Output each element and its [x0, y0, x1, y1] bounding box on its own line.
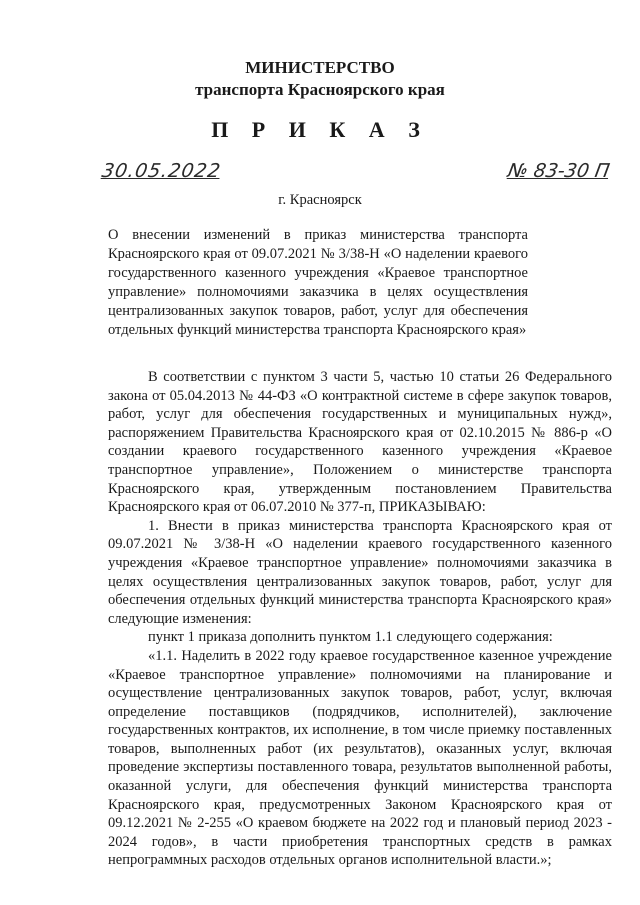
city-line: г. Красноярск: [278, 192, 362, 208]
handwritten-date: 30.05.2022: [100, 160, 223, 182]
item-1-sub-paragraph: пункт 1 приказа дополнить пунктом 1.1 следующего содержания:: [148, 629, 553, 646]
item-1-1-paragraph: «1.1. Наделить в 2022 году краевое государственное казенное учреждение «Краевое транспортное управление» полномочиями на планирование и осуществление централизованных закупок товаров, работ, услуг, включая определение поставщиков (подрядчиков, исполнителей), заключение государственных контрактов, их исполнение, в том числе приемку поставленных товаров, выполненных работ (их результатов), оказанных услуг, включая проведение экспертизы поставленного товара, результатов выполненной работы, оказанной услуги, для обеспечения функций министерства транспорта Красноярского края, предусмотренных Законом Красноярского края от 09.12.2021 № 2-255 «О краевом бюджете на 2022 год и плановый период 2023 - 2024 годов», в части приобретения транспортных средств в рамках непрограммных расходов отдельных органов исполнительной власти.»;: [108, 647, 612, 869]
handwritten-order-number: № 83-30 П: [506, 160, 612, 182]
preamble-paragraph: В соответствии с пунктом 3 части 5, частью 10 статьи 26 Федерального закона от 05.04.2013 № 44-ФЗ «О контрактной системе в сфере закупок товаров, работ, услуг для обеспечения государственных и муниципальных нужд», распоряжением Правительства Красноярского края от 02.10.2015 № 886-р «О создании краевого государственного казенного учреждения «Краевое транспортное управление», Положением о министерстве транспорта Красноярского края, утвержденным постановлением Правительства Красноярского края от 06.07.2010 № 377-п, ПРИКАЗЫВАЮ:: [108, 369, 612, 516]
ministry-subtitle: транспорта Красноярского края: [195, 80, 445, 99]
ministry-name: МИНИСТЕРСТВО: [245, 58, 395, 77]
document-type-title: П Р И К А З: [211, 117, 429, 142]
order-subject: О внесении изменений в приказ министерства транспорта Красноярского края от 09.07.2021 № 3/38-Н «О наделении краевого государственного казенного учреждения «Краевое транспортное управление» полномочиями заказчика в целях осуществления централизованных закупок товаров, работ, услуг для обеспечения отдельных функций министерства транспорта Красноярского края»: [108, 227, 528, 338]
order-body: [108, 368, 612, 870]
item-1-paragraph: 1. Внести в приказ министерства транспорта Красноярского края от 09.07.2021 № 3/38-Н «О наделении краевого государственного казенного учреждения «Краевое транспортное управление» полномочиями заказчика в целях осуществления централизованных закупок товаров, работ, услуг для обеспечения отдельных функций министерства транспорта Красноярского края» следующие изменения:: [108, 517, 612, 627]
